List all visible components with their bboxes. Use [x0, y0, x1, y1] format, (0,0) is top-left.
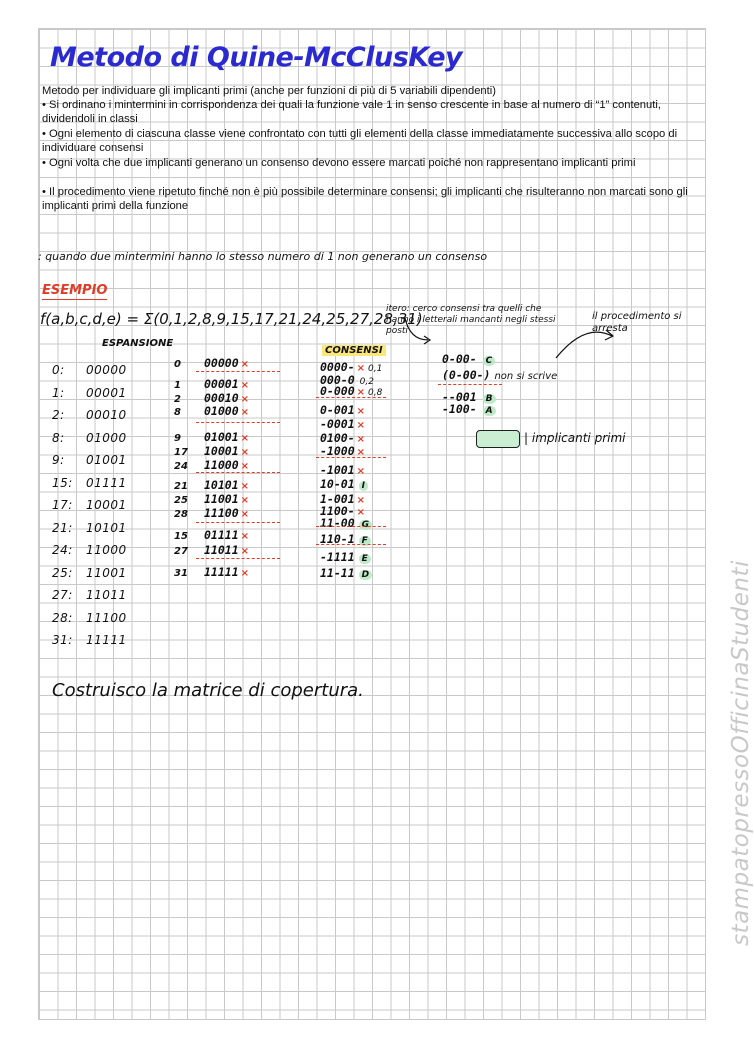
consensus-row — [320, 417, 365, 431]
ordered-number: 25 — [174, 495, 188, 506]
consensus-row — [320, 566, 372, 580]
ordered-number: 21 — [174, 481, 188, 492]
prime-implicant-badge: B — [483, 394, 496, 404]
minterm-number: 8: — [52, 430, 65, 445]
ordered-binary: 11100 — [204, 506, 239, 520]
marked-x: × — [240, 509, 250, 520]
prime-implicant-badge: G — [359, 520, 372, 530]
minterm-binary: 11100 — [86, 610, 127, 625]
minterm-number: 25: — [52, 565, 73, 580]
marked-x: × — [240, 461, 250, 472]
consensus-row — [320, 463, 365, 477]
ordered-row — [174, 506, 249, 520]
intro-bullet-2: • Ogni elemento di ciascuna classe viene confrontato con tutti gli elementi della classe immediatamente successiva allo scopo di individuare consensi — [42, 128, 678, 154]
ordered-row — [174, 492, 249, 506]
ordered-row — [174, 458, 249, 472]
marked-x: × — [240, 546, 250, 557]
consensi-label: CONSENSI — [322, 345, 386, 356]
ordered-number: 17 — [174, 447, 188, 458]
minterm-binary: 00000 — [86, 363, 127, 377]
marked-x: × — [240, 407, 250, 418]
consensus-row — [320, 360, 382, 374]
footer-text: Costruisco la matrice di copertura. — [52, 680, 364, 701]
marked-x: × — [356, 420, 366, 431]
prime-implicant-badge: A — [483, 406, 496, 416]
prime-implicant-badge: C — [483, 356, 496, 366]
espansione-row — [52, 498, 127, 512]
class-separator — [316, 526, 386, 527]
procedure-stop-note: il procedimento si arresta — [592, 311, 682, 334]
minterm-number: 2: — [52, 408, 65, 422]
espansione-row — [52, 588, 127, 602]
consensus-source: 0,8 — [368, 388, 383, 398]
ordered-binary: 11001 — [204, 492, 239, 506]
consensus-term: 0-000 — [320, 384, 355, 398]
marked-x: × — [356, 363, 366, 374]
page-title: Metodo di Quine-McClusKey — [50, 42, 463, 73]
consensus-term: 110-1 — [320, 532, 355, 546]
iteration-note: itero: cerco consensi tra quelli che hanno i letterali mancanti negli stessi posti — [386, 304, 556, 336]
prime-implicant-badge: F — [359, 536, 371, 546]
espansione-row — [52, 431, 127, 445]
minterm-binary: 01111 — [86, 475, 127, 490]
second-stage-term: -100- — [442, 402, 477, 416]
ordered-row — [174, 528, 249, 542]
espansione-row — [52, 408, 127, 422]
consensus-row — [320, 431, 365, 445]
espansione-row — [52, 521, 127, 535]
consensus-term: -1001 — [320, 463, 355, 477]
second-stage-remark: non si scrive — [494, 371, 558, 382]
marked-x: × — [240, 568, 250, 579]
minterm-binary: 01000 — [86, 430, 127, 445]
class-separator — [196, 522, 280, 523]
consensus-term: 000-0 — [320, 373, 355, 387]
watermark: stampatopressoOfficinaStudenti — [727, 560, 754, 946]
minterm-number: 31: — [52, 633, 73, 647]
marked-x: × — [356, 406, 366, 417]
ordered-row — [174, 444, 249, 458]
marked-x: × — [240, 433, 250, 444]
ordered-row — [174, 391, 249, 405]
handwritten-note: : quando due mintermini hanno lo stesso numero di 1 non generano un consenso — [38, 250, 488, 263]
minterm-binary: 11001 — [86, 565, 127, 580]
consensus-row — [320, 516, 372, 530]
consensus-term: 0100- — [320, 431, 355, 445]
second-stage-term: (0-00-) — [442, 368, 491, 382]
consensus-term: 0000- — [320, 360, 355, 374]
marked-x: × — [356, 507, 366, 518]
class-separator — [316, 457, 386, 458]
ordered-binary: 10101 — [204, 478, 239, 492]
minterm-binary: 11011 — [86, 588, 127, 602]
ordered-row — [174, 356, 249, 370]
minterm-binary: 00001 — [86, 385, 127, 400]
marked-x: × — [356, 466, 366, 477]
espansione-row — [52, 566, 127, 580]
minterm-binary: 10101 — [86, 520, 127, 535]
consensus-term: -0001 — [320, 417, 355, 431]
function-formula: f(a,b,c,d,e) = Σ(0,1,2,8,9,15,17,21,24,25,27,28,31) — [40, 310, 423, 328]
ordered-row — [174, 430, 249, 444]
class-separator — [196, 558, 280, 559]
consensus-row — [320, 384, 382, 398]
ordered-binary: 00000 — [204, 356, 239, 370]
class-separator — [196, 371, 280, 372]
example-heading: ESEMPIO — [42, 283, 108, 298]
minterm-number: 15: — [52, 475, 73, 490]
minterm-number: 9: — [52, 453, 65, 467]
marked-x: × — [356, 387, 366, 398]
second-stage-row — [442, 368, 557, 382]
ordered-binary: 01000 — [204, 404, 239, 418]
consensus-term: 11-11 — [320, 566, 355, 580]
espansione-row — [52, 611, 127, 625]
minterm-binary: 11000 — [86, 543, 127, 557]
minterm-number: 0: — [52, 363, 65, 377]
legend-text: implicanti primi — [531, 431, 626, 445]
espansione-row — [52, 363, 127, 377]
consensus-term: 1-001 — [320, 492, 355, 506]
consensus-row — [320, 550, 371, 564]
prime-implicant-badge: I — [359, 481, 368, 491]
marked-x: × — [240, 481, 250, 492]
ordered-number: 8 — [174, 407, 181, 418]
class-separator — [196, 422, 280, 423]
consensus-term: -1000 — [320, 444, 355, 458]
ordered-binary: 10001 — [204, 444, 239, 458]
legend-swatch — [476, 430, 520, 448]
ordered-binary: 11011 — [204, 543, 239, 557]
marked-x: × — [356, 447, 366, 458]
ordered-number: 24 — [174, 461, 188, 472]
second-stage-row — [442, 402, 496, 416]
prime-implicant-badge: E — [359, 554, 371, 564]
marked-x: × — [240, 394, 250, 405]
espansione-row — [52, 543, 127, 557]
marked-x: × — [356, 495, 366, 506]
espansione-heading: ESPANSIONE — [102, 338, 174, 349]
ordered-binary: 00001 — [204, 377, 239, 391]
marked-x: × — [240, 495, 250, 506]
second-stage-row — [442, 352, 495, 366]
consensi-heading — [322, 345, 386, 356]
marked-x: × — [240, 531, 250, 542]
marked-x: × — [240, 380, 250, 391]
ordered-number: 15 — [174, 531, 188, 542]
espansione-row — [52, 386, 127, 400]
ordered-row — [174, 377, 249, 391]
ordered-row — [174, 543, 249, 557]
legend-label: | implicanti primi — [524, 431, 626, 445]
second-stage-term: --001 — [442, 390, 477, 404]
consensus-term: 1100- — [320, 504, 355, 518]
second-stage-term: 0-00- — [442, 352, 477, 366]
intro-bullet-3: • Ogni volta che due implicanti generano un consenso devono essere marcati poiché non rappresentano implicanti primi — [42, 157, 636, 169]
consensus-source: 0,1 — [368, 364, 383, 374]
ordered-number: 27 — [174, 546, 188, 557]
class-separator — [316, 544, 386, 545]
minterm-binary: 01001 — [86, 453, 127, 467]
ordered-number: 28 — [174, 509, 188, 520]
prime-implicant-badge: D — [359, 570, 372, 580]
minterm-binary: 10001 — [86, 498, 127, 512]
ordered-number: 1 — [174, 380, 181, 391]
espansione-row — [52, 453, 127, 467]
ordered-number: 31 — [174, 568, 188, 579]
consensus-term: 0-001 — [320, 403, 355, 417]
ordered-binary: 01001 — [204, 430, 239, 444]
consensus-term: 11-00 — [320, 516, 355, 530]
marked-x: × — [240, 447, 250, 458]
minterm-binary: 00010 — [86, 408, 127, 422]
espansione-row — [52, 476, 127, 490]
ordered-binary: 11111 — [204, 565, 239, 579]
minterm-number: 17: — [52, 498, 73, 512]
minterm-number: 1: — [52, 385, 65, 400]
minterm-binary: 11111 — [86, 633, 127, 647]
ordered-binary: 01111 — [204, 528, 239, 542]
intro-bullet-4: • Il procedimento viene ripetuto finché non è più possibile determinare consensi; gli implicanti che risulteranno non marcati sono gli implicanti primi della funzione — [42, 186, 688, 212]
consensus-row — [320, 477, 368, 491]
ordered-number: 0 — [174, 359, 181, 370]
ordered-number: 2 — [174, 394, 181, 405]
ordered-binary: 11000 — [204, 458, 239, 472]
consensus-source: 0,2 — [359, 377, 374, 387]
minterm-number: 24: — [52, 543, 73, 557]
ordered-number: 9 — [174, 433, 181, 444]
ordered-binary: 00010 — [204, 391, 239, 405]
consensus-row — [320, 403, 365, 417]
class-separator — [196, 472, 280, 473]
intro-bullet-1: • Si ordinano i mintermini in corrispondenza dei quali la funzione vale 1 in senso crescente in base al numero di “1” contenuti, dividendoli in classi — [42, 99, 661, 125]
ordered-row — [174, 565, 249, 579]
ordered-row — [174, 478, 249, 492]
minterm-number: 27: — [52, 588, 73, 602]
class-separator — [316, 397, 386, 398]
consensus-term: -1111 — [320, 550, 355, 564]
consensus-term: 10-01 — [320, 477, 355, 491]
espansione-row — [52, 633, 127, 647]
minterm-number: 21: — [52, 520, 73, 535]
intro-line-1: Metodo per individuare gli implicanti primi (anche per funzioni di più di 5 variabili dipendenti) — [42, 85, 496, 97]
stage-separator — [438, 384, 502, 385]
ordered-row — [174, 404, 249, 418]
consensus-row — [320, 444, 365, 458]
marked-x: × — [240, 359, 250, 370]
marked-x: × — [356, 434, 366, 445]
minterm-number: 28: — [52, 610, 73, 625]
